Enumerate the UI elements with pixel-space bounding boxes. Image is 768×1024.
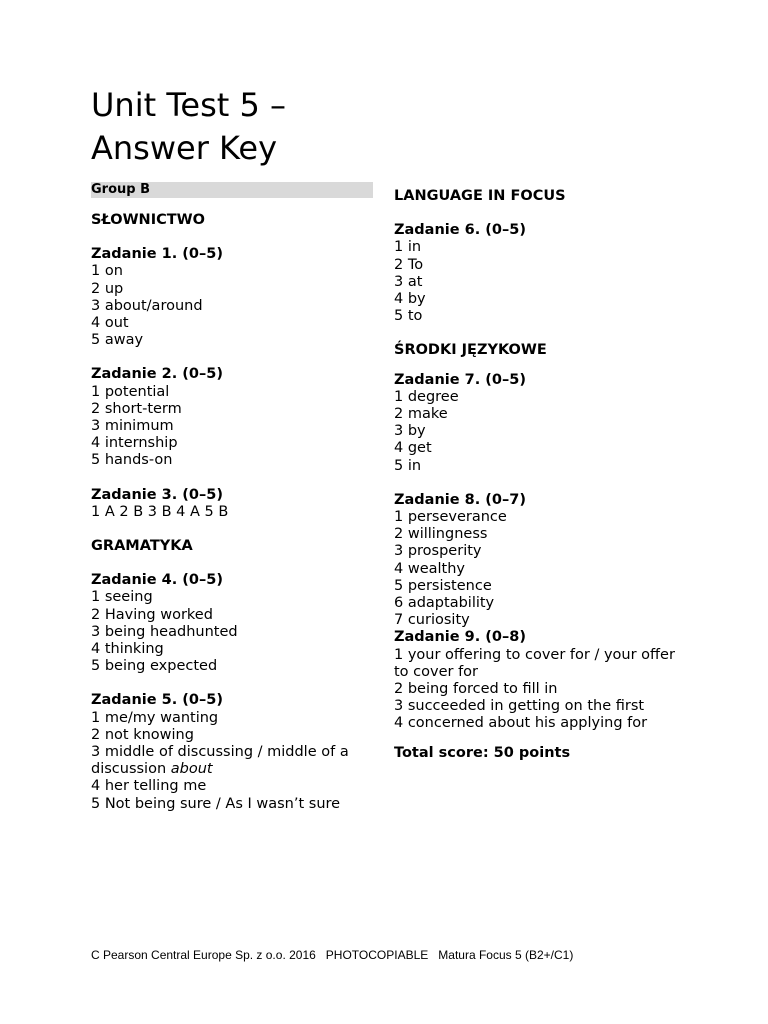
answer-item: 1 degree	[394, 388, 459, 405]
answer-item: 1 seeing	[91, 589, 153, 606]
task-title: Zadanie 7. (0–5)	[394, 371, 526, 388]
answer-item: 4 concerned about his applying for	[394, 715, 648, 732]
answer-item: 5 away	[91, 332, 144, 349]
answer-italic: about	[170, 761, 213, 778]
section-heading-gramatyka: GRAMATYKA	[91, 538, 193, 555]
task-title: Zadanie 5. (0–5)	[91, 692, 223, 709]
page-title	[91, 84, 391, 170]
answer-item: 2 To	[394, 256, 424, 273]
answer-item: 4 thinking	[91, 641, 164, 658]
answer-item: 2 up	[91, 280, 124, 297]
task-title: Zadanie 9. (0–8)	[394, 629, 526, 646]
answer-item: 4 out	[91, 315, 129, 332]
answer-item: 1 A 2 B 3 B 4 A 5 B	[91, 503, 229, 520]
answer-item: 2 being forced to fill in	[394, 681, 558, 698]
answer-item: 4 wealthy	[394, 560, 465, 577]
answer-item: 4 by	[394, 291, 426, 308]
answer-item: 5 hands-on	[91, 452, 173, 469]
answer-item: 7 curiosity	[394, 612, 470, 629]
answer-item: 1 in	[394, 239, 422, 256]
answer-item: 3 at	[394, 273, 423, 290]
answer-text: 3 middle of discussing / middle of a discussion	[91, 744, 349, 778]
answer-item: 2 Having worked	[91, 606, 213, 623]
answer-item: 2 make	[394, 406, 448, 423]
task-title: Zadanie 2. (0–5)	[91, 366, 223, 383]
answer-item: 5 Not being sure / As I wasn’t sure	[91, 795, 341, 812]
right-column	[394, 188, 684, 762]
answer-item: 5 persistence	[394, 577, 492, 594]
answer-item: 1 potential	[91, 383, 170, 400]
answer-item: 3 prosperity	[394, 543, 482, 560]
answer-item: 3 being headhunted	[91, 623, 238, 640]
answer-item: 3 by	[394, 423, 426, 440]
answer-item: 2 willingness	[394, 526, 488, 543]
answer-item	[91, 744, 373, 778]
answer-item: 2 not knowing	[91, 726, 194, 743]
section-heading-language-in-focus: LANGUAGE IN FOCUS	[394, 188, 566, 204]
answer-item: 4 her telling me	[91, 778, 207, 795]
answer-item: 3 succeeded in getting on the first	[394, 698, 645, 715]
section-heading-slownictwo: SŁOWNICTWO	[91, 212, 205, 228]
group-label: Group B	[91, 182, 373, 198]
task-title: Zadanie 3. (0–5)	[91, 486, 223, 503]
footer-copyright: C Pearson Central Europe Sp. z o.o. 2016 PHOTOCOPIABLE Matura Focus 5 (B2+/C1)	[91, 948, 574, 962]
answer-item: 1 perseverance	[394, 509, 507, 526]
left-column	[91, 182, 373, 813]
task-title: Zadanie 8. (0–7)	[394, 491, 526, 508]
answer-item: 5 being expected	[91, 658, 218, 675]
answer-item: 5 to	[394, 308, 423, 325]
answer-item: 1 your offering to cover for / your offer to cover for	[394, 646, 675, 680]
section-heading-srodki-jezykowe: ŚRODKI JĘZYKOWE	[394, 342, 547, 359]
task-title: Zadanie 4. (0–5)	[91, 572, 223, 589]
answer-item: 1 me/my wanting	[91, 709, 219, 726]
title-line-1: Unit Test 5 –	[91, 86, 287, 124]
answer-item: 4 get	[394, 440, 432, 457]
answer-item: 6 adaptability	[394, 595, 495, 612]
answer-item: 2 short-term	[91, 400, 182, 417]
answer-item: 3 about/around	[91, 297, 203, 314]
answer-item: 3 minimum	[91, 418, 174, 435]
answer-item: 1 on	[91, 263, 123, 280]
answer-item: 5 in	[394, 457, 422, 474]
task-title: Zadanie 1. (0–5)	[91, 246, 223, 263]
total-score: Total score: 50 points	[394, 744, 571, 761]
task-title: Zadanie 6. (0–5)	[394, 222, 526, 239]
answer-item: 4 internship	[91, 435, 178, 452]
title-line-2: Answer Key	[91, 129, 278, 167]
